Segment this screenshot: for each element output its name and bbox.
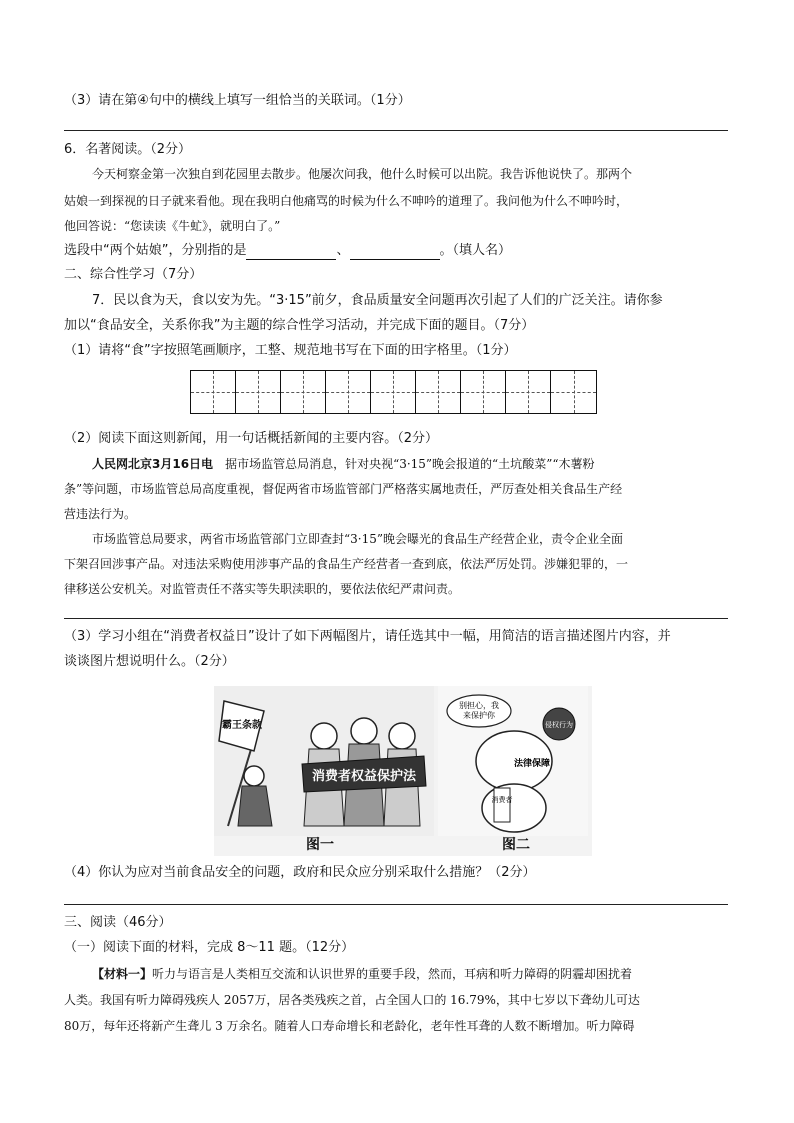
- material-line-3: 80万，每年还将新产生聋儿 3 万余名。随着人口寿命增长和老龄化，老年性耳聋的人数不断增加。听力障碍: [64, 1019, 635, 1033]
- fig2-chest-text: 法律保障: [513, 759, 551, 769]
- q7-sub-4: （4）你认为应对当前食品安全的问题，政府和民众应分别采取什么措施？（2分）: [64, 865, 536, 880]
- news-line-1: [92, 455, 594, 473]
- answer-blank-2[interactable]: [350, 245, 440, 260]
- cartoon-svg: [214, 686, 592, 856]
- q6-passage-line-3: 他回答说：“您读读《牛虻》，就明白了。”: [64, 219, 281, 233]
- news-text-1: 据市场监管总局消息，针对央视“3·15”晚会报道的“土坑酸菜”“木薯粉: [213, 457, 595, 471]
- news-line-6: 律移送公安机关。对监管责任不落实等失职渎职的，要依法依纪严肃问责。: [64, 582, 461, 596]
- fig1-flag-text: 霸王条款: [222, 720, 262, 731]
- part-1-heading: （一）阅读下面的材料，完成 8～11 题。（12分）: [64, 940, 355, 955]
- q6-question-text: 选段中“两个姑娘”，分别指的是: [64, 243, 247, 258]
- question-3-prev: （3）请在第④句中的横线上填写一组恰当的关联词。（1分）: [64, 93, 411, 108]
- news-line-3: 营违法行为。: [64, 507, 137, 521]
- q6-question-suffix: 。（填人名）: [439, 243, 512, 258]
- figure-2-caption: 图二: [502, 837, 530, 853]
- q7-sub-1: （1）请将“食”字按照笔画顺序，工整、规范地书写在下面的田字格里。（1分）: [64, 343, 517, 358]
- answer-blank-1[interactable]: [246, 245, 336, 260]
- q6-question: [64, 242, 511, 260]
- grid-cell[interactable]: [326, 371, 371, 413]
- q7-intro-line-1: 7．民以食为天，食以安为先。“3·15”前夕，食品质量安全问题再次引起了人们的广泛关注。请你参: [92, 293, 663, 308]
- divider: [64, 130, 728, 131]
- fig2-tag-text: 侵权行为: [545, 721, 573, 729]
- section-2-heading: 二、综合性学习（7分）: [64, 267, 203, 282]
- section-3-heading: 三、阅读（46分）: [64, 915, 172, 930]
- news-line-4: 市场监管总局要求，两省市场监管部门立即查封“3·15”晚会曝光的食品生产经营企业，责令企业全面: [92, 532, 623, 546]
- tian-zi-ge-grid[interactable]: [190, 370, 597, 414]
- material-text-1: 听力与语言是人类相互交流和认识世界的重要手段，然而，耳病和听力障碍的阴霾却困扰着: [152, 967, 633, 981]
- q7-sub-2: （2）阅读下面这则新闻，用一句话概括新闻的主要内容。（2分）: [64, 431, 439, 446]
- q7-sub-3-line-2: 谈谈图片想说明什么。（2分）: [64, 654, 235, 669]
- grid-cell[interactable]: [281, 371, 326, 413]
- figure-1-caption: 图一: [306, 837, 334, 853]
- grid-cell[interactable]: [416, 371, 461, 413]
- fig2-small-text: 消费者: [491, 796, 513, 804]
- grid-cell[interactable]: [506, 371, 551, 413]
- q7-intro-line-2: 加以“食品安全，关系你我”为主题的综合性学习活动，并完成下面的题目。（7分）: [64, 318, 535, 333]
- q6-separator: 、: [336, 243, 350, 258]
- fig2-bubble-line-2: 来保护你: [463, 711, 495, 720]
- grid-cell[interactable]: [191, 371, 236, 413]
- question-6-title: 6．名著阅读。（2分）: [64, 142, 192, 157]
- fig1-banner-text: 消费者权益保护法: [311, 769, 417, 784]
- fig2-bubble-line-1: 别担心，我: [459, 701, 499, 710]
- news-line-2: 条”等问题，市场监管总局高度重视，督促两省市场监管部门严格落实属地责任，严厉查处相关食品生产经: [64, 482, 623, 496]
- divider: [64, 618, 728, 619]
- divider: [64, 904, 728, 905]
- cartoon-figures: [214, 686, 592, 856]
- news-lead: 人民网北京3月16日电: [92, 457, 214, 471]
- grid-cell[interactable]: [236, 371, 281, 413]
- material-label: 【材料一】: [92, 967, 153, 981]
- q6-passage-line-1: 今天柯察金第一次独自到花园里去散步。他屡次问我，他什么时候可以出院。我告诉他说快了。那两个: [92, 167, 633, 181]
- grid-cell[interactable]: [551, 371, 596, 413]
- grid-cell[interactable]: [371, 371, 416, 413]
- news-line-5: 下架召回涉事产品。对违法采购使用涉事产品的食品生产经营者一查到底，依法严厉处罚。涉嫌犯罪的，一: [64, 557, 629, 571]
- q6-passage-line-2: 姑娘一到探视的日子就来看他。现在我明白他痛骂的时候为什么不呻吟的道理了。我问他为什么不呻吟时，: [64, 194, 629, 208]
- grid-cell[interactable]: [461, 371, 506, 413]
- material-line-1: [92, 965, 632, 983]
- q7-sub-3-line-1: （3）学习小组在“消费者权益日”设计了如下两幅图片，请任选其中一幅，用简洁的语言描述图片内容，并: [64, 629, 671, 644]
- material-line-2: 人类。我国有听力障碍残疾人 2057万，居各类残疾之首，占全国人口的 16.79%，其中七岁以下聋幼儿可达: [64, 993, 640, 1007]
